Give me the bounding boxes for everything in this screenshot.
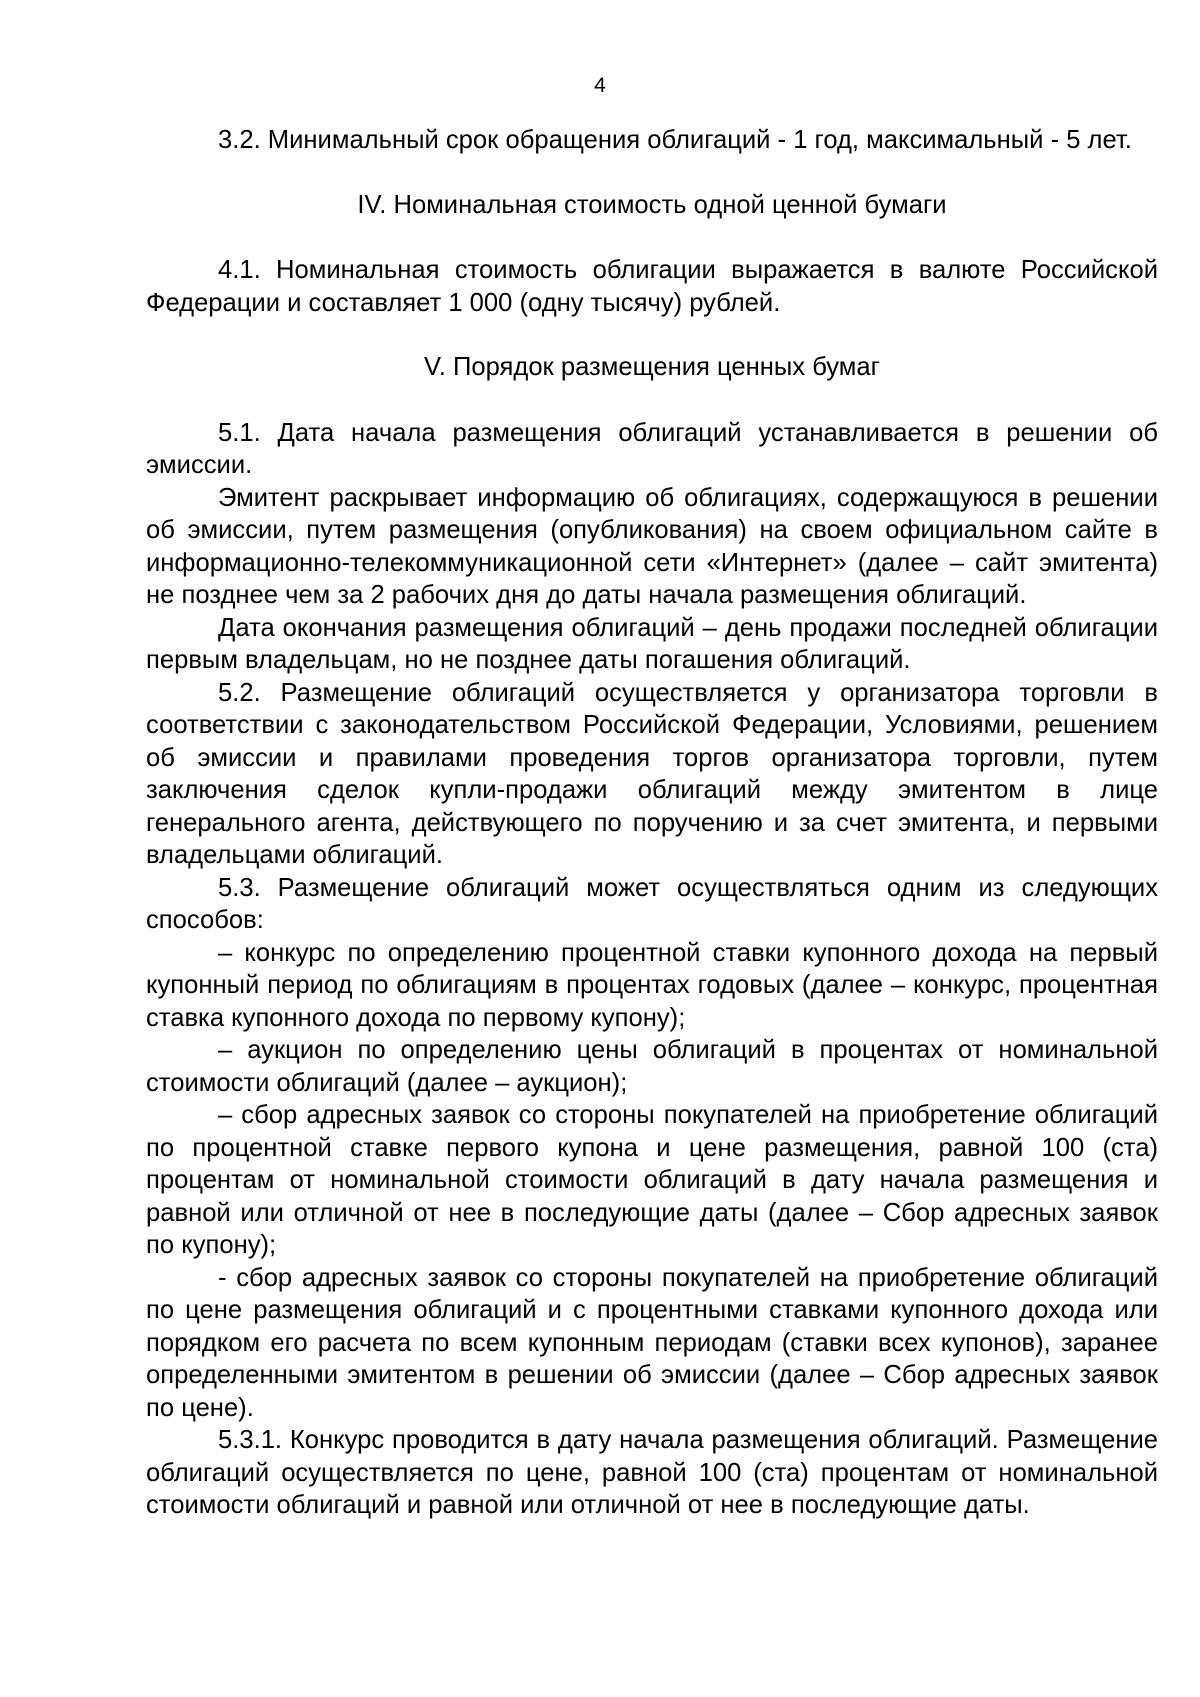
paragraph-5-1: 5.1. Дата начала размещения облигаций устанавливается в решении об эмиссии. <box>146 418 1158 479</box>
list-item-coupon-bids: – сбор адресных заявок со стороны покупателей на приобретение облигаций по процентной ставке первого купона и цене размещения, равной 100 (ста) процентам от номинальной стоимости облигаций в дату начала размещения и равной или отличной от нее в последующие даты (далее – Сбор адресных заявок по купону); <box>146 1101 1158 1259</box>
paragraph-3-2: 3.2. Минимальный срок обращения облигаций - 1 год, максимальный - 5 лет. <box>218 126 1132 154</box>
paragraph-5-2: 5.2. Размещение облигаций осуществляется у организатора торговли в соответствии с законодательством Российской Федерации, Условиями, решением об эмиссии и правилами проведения торгов организатора торговли, путем заключения сделок купли-продажи облигаций между эмитентом в лице генерального агента, действующего по поручению и за счет эмитента, и первыми владельцами облигаций. <box>146 678 1158 869</box>
list-item-auction: – аукцион по определению цены облигаций в процентах от номинальной стоимости облигаций (далее – аукцион); <box>146 1036 1158 1097</box>
paragraph-5-3-1: 5.3.1. Конкурс проводится в дату начала размещения облигаций. Размещение облигаций осуществляется по цене, равной 100 (ста) процентам от номинальной стоимости облигаций и равной или отличной от нее в последующие даты. <box>146 1426 1158 1519</box>
heading-section-iv: IV. Номинальная стоимость одной ценной бумаги <box>357 190 947 219</box>
paragraph-4-1: 4.1. Номинальная стоимость облигации выражается в валюте Российской Федерации и составляет 1 000 (одну тысячу) рублей. <box>146 256 1158 317</box>
paragraph-5-1-placement-end: Дата окончания размещения облигаций – день продажи последней облигации первым владельцам, но не позднее даты погашения облигаций. <box>146 613 1158 674</box>
page-number: 4 <box>594 74 606 97</box>
paragraph-5-3: 5.3. Размещение облигаций может осуществляться одним из следующих способов: <box>146 873 1158 934</box>
document-body <box>146 124 1158 1522</box>
paragraph-5-1-emitent-disclosure: Эмитент раскрывает информацию об облигациях, содержащуюся в решении об эмиссии, путем размещения (опубликования) на своем официальном сайте в информационно-телекоммуникационной сети «Интернет» (далее – сайт эмитента) не позднее чем за 2 рабочих дня до даты начала размещения облигаций. <box>146 483 1158 609</box>
list-item-price-bids: - сбор адресных заявок со стороны покупателей на приобретение облигаций по цене размещения облигаций и с процентными ставками купонного дохода или порядком его расчета по всем купонным периодам (ставки всех купонов), заранее определенными эмитентом в решении об эмиссии (далее – Сбор адресных заявок по цене). <box>146 1263 1158 1422</box>
list-item-konkurs: – конкурс по определению процентной ставки купонного дохода на первый купонный период по облигациям в процентах годовых (далее – конкурс, процентная ставка купонного дохода по первому купону); <box>146 938 1158 1032</box>
heading-section-v: V. Порядок размещения ценных бумаг <box>424 353 880 381</box>
